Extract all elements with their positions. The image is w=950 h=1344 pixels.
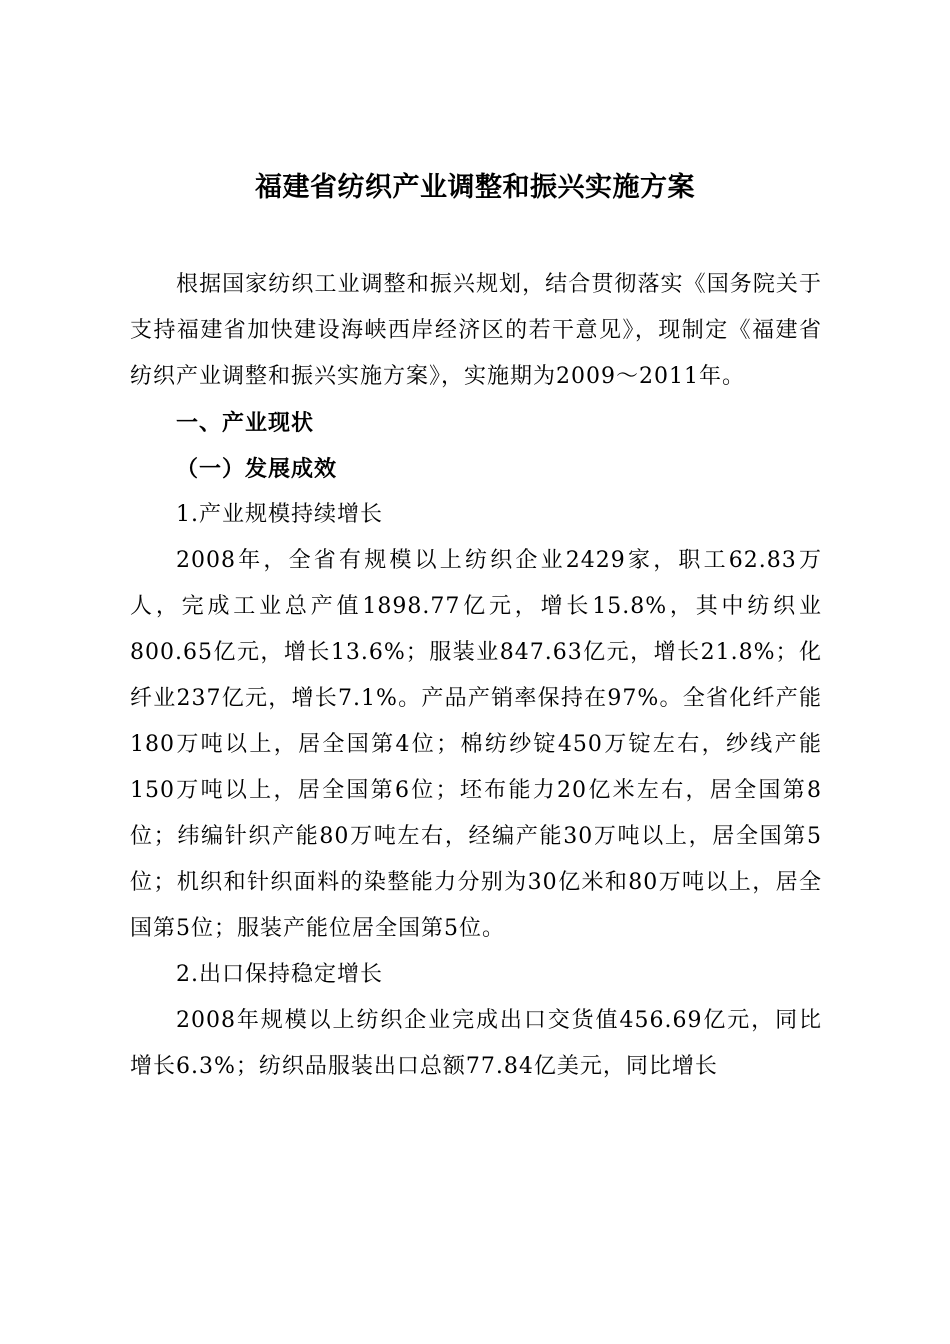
item-paragraph-export-growth: 2008年规模以上纺织企业完成出口交货值456.69亿元，同比增长6.3%；纺织品服装出口总额77.84亿美元，同比增长 <box>130 1008 822 1079</box>
section-heading-industry-status: 一、产业现状 <box>176 410 315 436</box>
document-title: 福建省纺织产业调整和振兴实施方案 <box>255 172 695 203</box>
subsection-heading-achievements: （一）发展成效 <box>176 456 338 482</box>
intro-paragraph: 根据国家纺织工业调整和振兴规划，结合贯彻落实《国务院关于支持福建省加快建设海峡西岸经济区的若干意见》，现制定《福建省纺织产业调整和振兴实施方案》，实施期为2009～2011年。 <box>130 272 822 389</box>
item-heading-scale-growth: 1.产业规模持续增长 <box>176 502 383 527</box>
item-paragraph-scale-growth: 2008年，全省有规模以上纺织企业2429家，职工62.83万人，完成工业总产值1898.77亿元，增长15.8%，其中纺织业800.65亿元，增长13.6%；服装业847.63亿元，增长21.8%；化纤业237亿元，增长7.1%。产品产销率保持在97%。全省化纤产能180万吨以上，居全国第4位；棉纺纱锭450万锭左右，纱线产能150万吨以上，居全国第6位；坯布能力20亿米左右，居全国第8位；纬编针织产能80万吨左右，经编产能30万吨以上，居全国第5位；机织和针织面料的染整能力分别为30亿米和80万吨以上，居全国第5位；服装产能位居全国第5位。 <box>130 548 822 941</box>
document-body <box>130 262 822 1090</box>
item-heading-export-growth: 2.出口保持稳定增长 <box>176 962 383 987</box>
